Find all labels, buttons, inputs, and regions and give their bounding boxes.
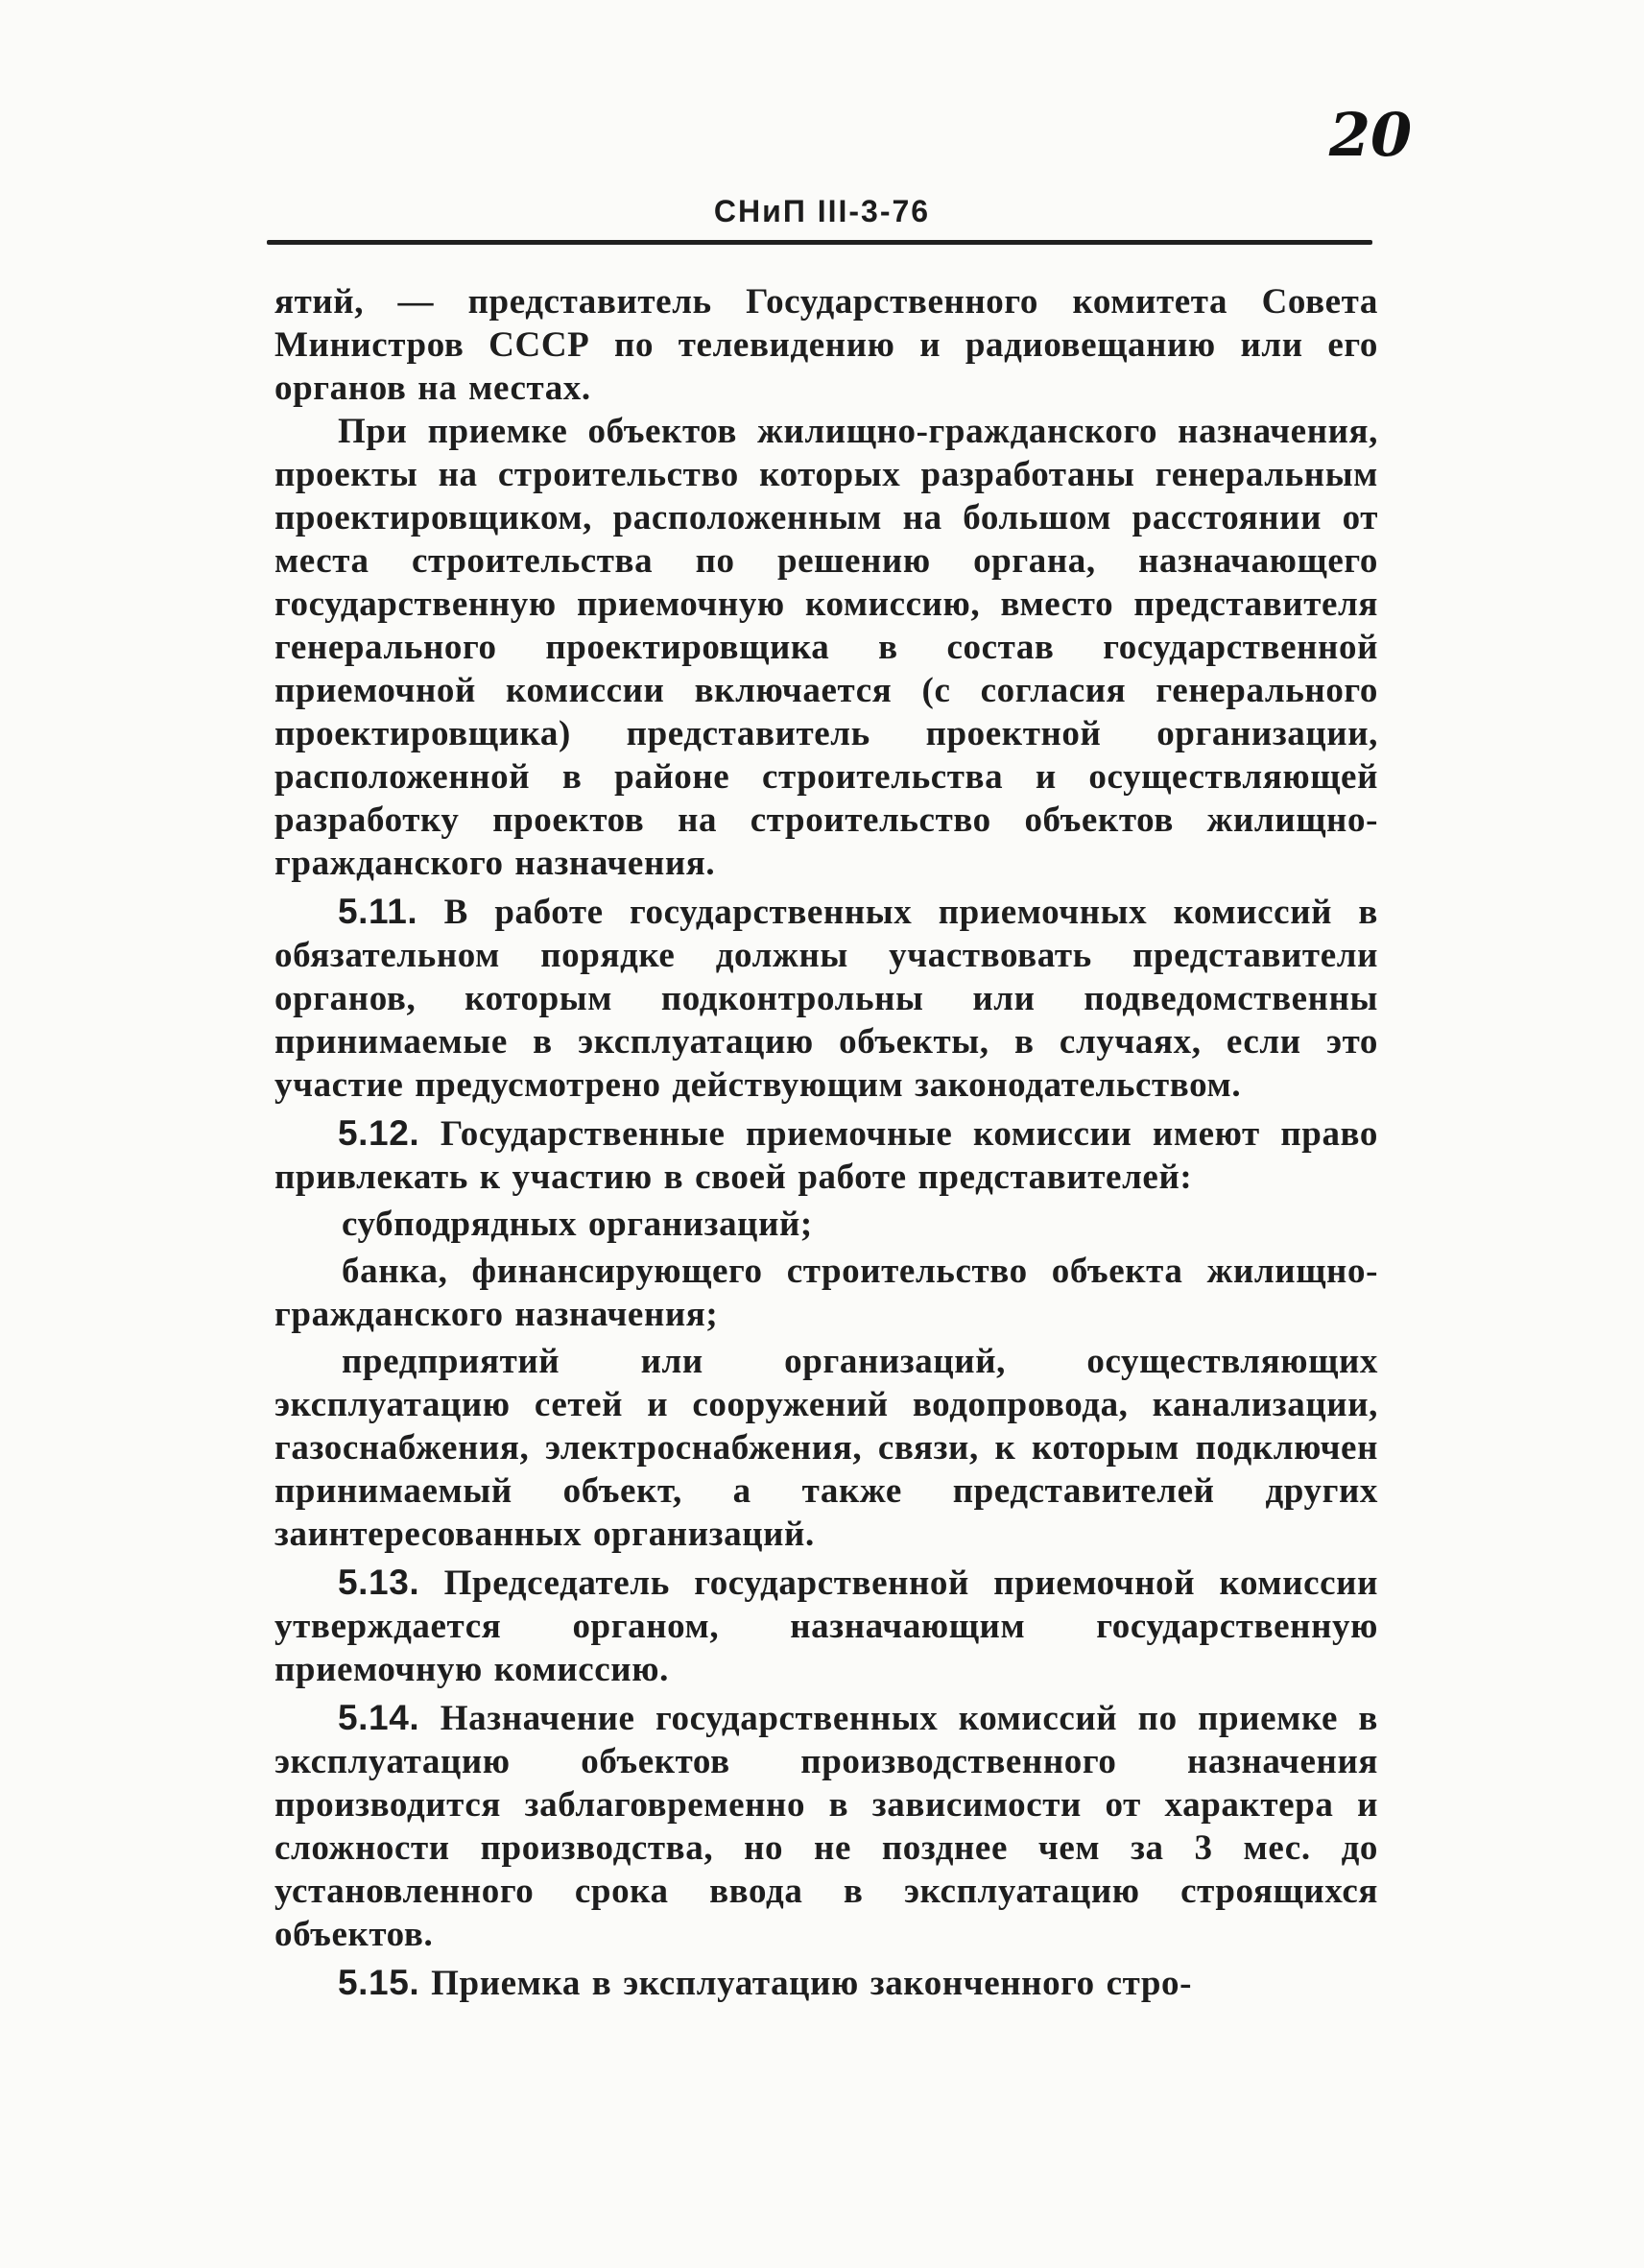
list-item-utilities: предприятий или организаций, осуществляющих эксплуатацию сетей и сооружений водопровода, канализации, газоснабжения, электроснабжения, связи, к которым подключен принимаемый объект, а также представителей других заинтересованных организаций.: [274, 1342, 1378, 1554]
clause-text: Государственные приемочные комиссии имеют право привлекать к участию в своей работе представителей:: [274, 1114, 1378, 1197]
document-body: [274, 280, 1378, 2005]
clause-number: 5.13.: [338, 1563, 420, 1602]
clause-5-11: [274, 890, 1378, 1107]
clause-number: 5.11.: [338, 892, 418, 931]
clause-text: Приемка в эксплуатацию законченного стро-: [431, 1964, 1193, 2003]
clause-text: В работе государственных приемочных комиссий в обязательном порядке должны участвовать представители органов, которым подконтрольны или подведомственны принимаемые в эксплуатацию объекты, в случаях, если это участие предусмотрено действующим законодательством.: [274, 893, 1379, 1105]
page-number: 20: [1328, 100, 1413, 170]
clause-number: 5.12.: [338, 1113, 420, 1153]
clause-text: Назначение государственных комиссий по приемке в эксплуатацию объектов производственного назначения производится заблаговременно в зависимости от характера и сложности производства, но не позднее чем за 3 мес. до установленного срока ввода в эксплуатацию строящихся объектов.: [274, 1699, 1378, 1954]
clause-5-15: [274, 1961, 1378, 2005]
paragraph-residential-objects: При приемке объектов жилищно-гражданского назначения, проекты на строительство которых разработаны генеральным проектировщиком, расположенным на большом расстоянии от места строительства по решению органа, назначающего государственную приемочную комиссию, вместо представителя генерального проектировщика в состав государственной приемочной комиссии включается (с согласия генерального проектировщика) представитель проектной организации, расположенной в районе строительства и осуществляющей разработку проектов на строительство объектов жилищно-гражданского назначения.: [274, 412, 1378, 883]
clause-5-12: [274, 1111, 1378, 1199]
paragraph-continuation: ятий, — представитель Государственного комитета Совета Министров СССР по телевидению и радиовещанию или его органов на местах.: [274, 282, 1378, 408]
header-rule: [267, 240, 1372, 245]
document-header: СНиП III-3-76: [713, 194, 931, 228]
list-item-bank: банка, финансирующего строительство объекта жилищно-гражданского назначения;: [274, 1252, 1378, 1334]
clause-number: 5.14.: [338, 1698, 420, 1737]
clause-text: Председатель государственной приемочной комиссии утверждается органом, назначающим государственную приемочную комиссию.: [274, 1564, 1378, 1689]
clause-number: 5.15.: [338, 1963, 420, 2002]
clause-5-14: [274, 1696, 1378, 1956]
list-item-subcontractors: субподрядных организаций;: [342, 1205, 813, 1244]
clause-5-13: [274, 1561, 1378, 1691]
